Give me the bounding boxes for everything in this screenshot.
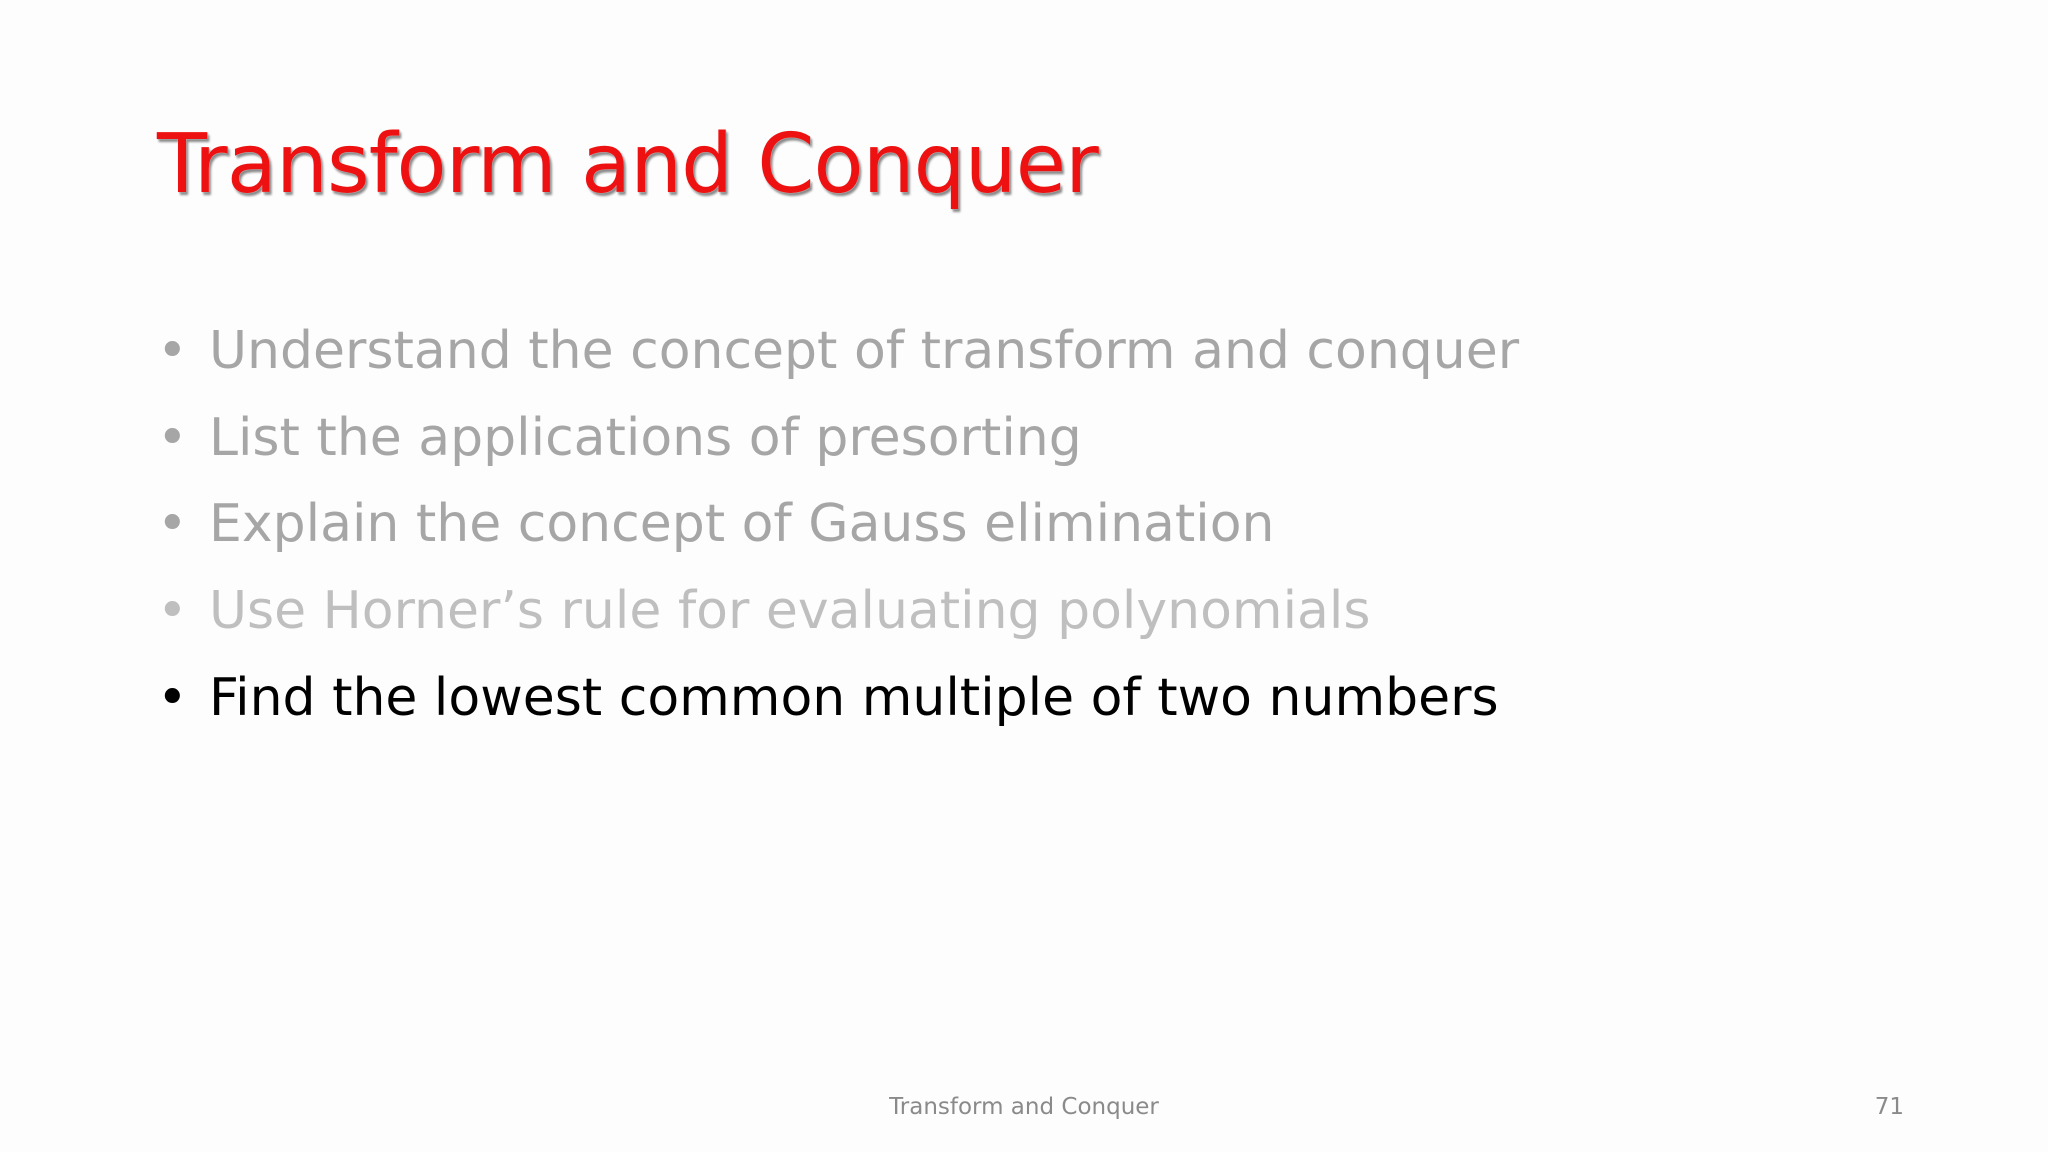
bullet-text: Use Horner’s rule for evaluating polynomials <box>209 581 1371 642</box>
bullet-list <box>157 308 1519 741</box>
bullet-text: Explain the concept of Gauss elimination <box>209 494 1275 555</box>
bullet-text: Understand the concept of transform and conquer <box>209 321 1520 382</box>
bullet-item-active <box>157 654 1519 741</box>
bullet-icon: • <box>157 667 188 728</box>
slide-title: Transform and Conquer <box>157 117 1098 212</box>
page-number: 71 <box>1874 1094 1904 1120</box>
bullet-icon: • <box>157 494 188 555</box>
bullet-icon: • <box>157 321 188 382</box>
bullet-text: List the applications of presorting <box>209 407 1082 468</box>
bullet-icon: • <box>157 407 188 468</box>
bullet-icon: • <box>157 581 188 642</box>
bullet-item <box>157 395 1519 482</box>
bullet-item <box>157 308 1519 395</box>
bullet-text: Find the lowest common multiple of two numbers <box>209 667 1499 728</box>
bullet-item <box>157 568 1519 655</box>
footer-title: Transform and Conquer <box>889 1094 1159 1120</box>
bullet-item <box>157 481 1519 568</box>
